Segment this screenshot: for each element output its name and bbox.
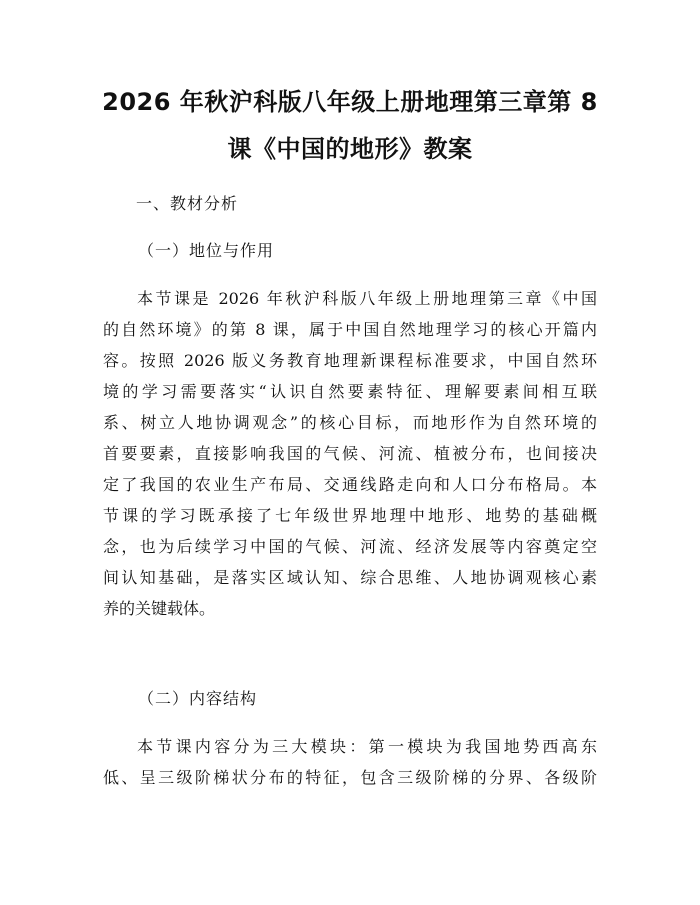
document-title-line-2: 课《中国的地形》教案 (227, 135, 473, 163)
paragraph-line: 养的关键载体。 (103, 599, 216, 618)
paragraph-line: 念，也为后续学习中国的气候、河流、经济发展等内容奠定空 (103, 537, 597, 556)
section-heading-teaching-material-analysis: 一、教材分析 (136, 194, 239, 213)
paragraph-line: 节课的学习既承接了七年级世界地理中地形、地势的基础概 (103, 506, 597, 525)
document-title-line-1: 2026 年秋沪科版八年级上册地理第三章第 8 (102, 88, 598, 116)
paragraph-line: 首要要素，直接影响我国的气候、河流、植被分布，也间接决 (103, 444, 597, 463)
paragraph-line: 系、树立人地协调观念”的核心目标，而地形作为自然环境的 (103, 413, 597, 432)
paragraph-line: 本节课是 2026 年秋沪科版八年级上册地理第三章《中国 (137, 289, 597, 308)
paragraph-line: 低、呈三级阶梯状分布的特征，包含三级阶梯的分界、各级阶 (103, 768, 597, 787)
paragraph-line: 的自然环境》的第 8 课，属于中国自然地理学习的核心开篇内 (103, 320, 597, 339)
subsection-heading-content-structure: （二）内容结构 (138, 689, 258, 708)
subsection-heading-position-and-role: （一）地位与作用 (138, 241, 275, 260)
paragraph-line: 容。按照 2026 版义务教育地理新课程标准要求，中国自然环 (103, 351, 597, 370)
paragraph-line: 定了我国的农业生产布局、交通线路走向和人口分布格局。本 (103, 475, 597, 494)
paragraph-line: 间认知基础，是落实区域认知、综合思维、人地协调观核心素 (103, 568, 597, 587)
paragraph-line: 境的学习需要落实“认识自然要素特征、理解要素间相互联 (103, 382, 597, 401)
paragraph-line: 本节课内容分为三大模块：第一模块为我国地势西高东 (137, 737, 597, 756)
